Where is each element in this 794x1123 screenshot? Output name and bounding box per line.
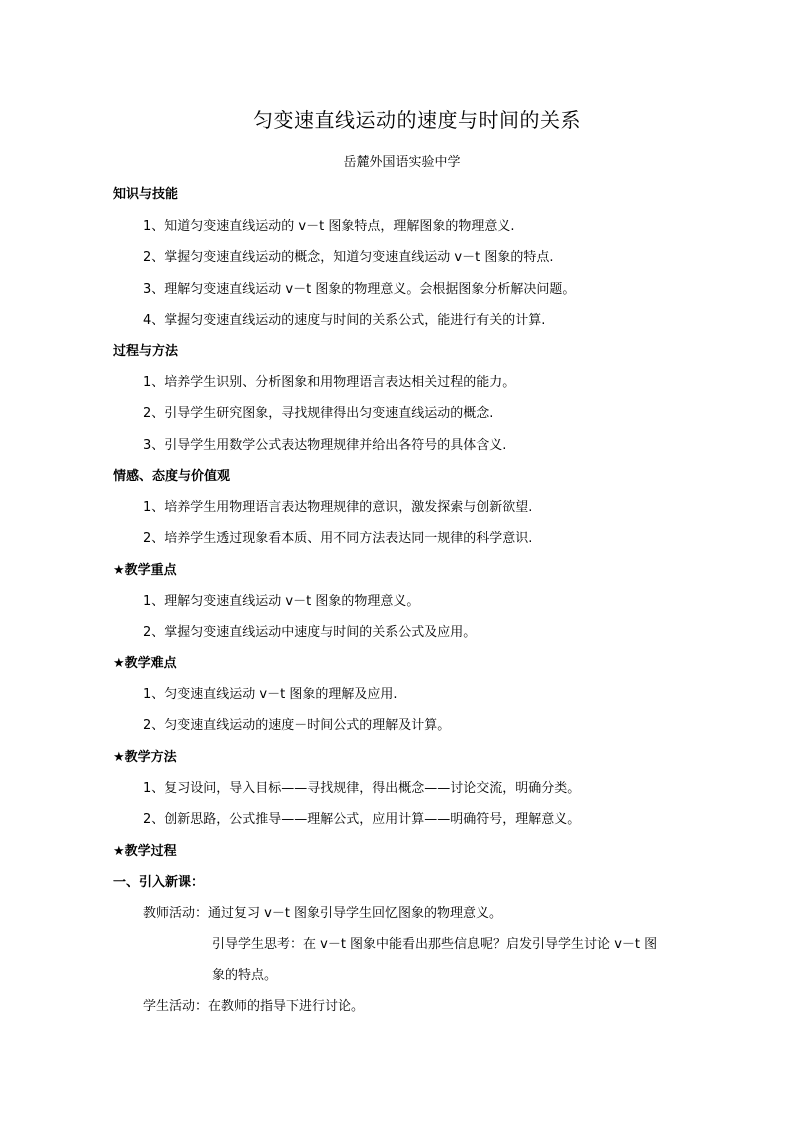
list-item: 3、引导学生用数学公式表达物理规律并给出各符号的具体含义. bbox=[143, 438, 507, 453]
school-name: 岳麓外国语实验中学 bbox=[343, 155, 461, 170]
student-activity: 学生活动：在教师的指导下进行讨论。 bbox=[143, 999, 365, 1014]
guide-question-line1: 引导学生思考：在 v－t 图象中能看出那些信息呢？启发引导学生讨论 v－t 图 bbox=[212, 937, 658, 952]
list-item: 1、复习设问，导入目标——寻找规律，得出概念——讨论交流，明确分类。 bbox=[143, 781, 581, 796]
list-item: 1、培养学生用物理语言表达物理规律的意识，激发探索与创新欲望. bbox=[143, 500, 533, 515]
list-item: 2、掌握匀变速直线运动的概念，知道匀变速直线运动 v－t 图象的特点. bbox=[143, 250, 554, 265]
section-heading-difficulties: ★教学难点 bbox=[113, 656, 177, 671]
process-heading-intro: 一、引入新课： bbox=[113, 875, 205, 890]
teacher-activity: 教师活动：通过复习 v－t 图象引导学生回忆图象的物理意义。 bbox=[143, 906, 503, 921]
section-heading-process: 过程与方法 bbox=[113, 344, 179, 359]
list-item: 1、匀变速直线运动 v－t 图象的理解及应用. bbox=[143, 687, 398, 702]
section-heading-attitude: 情感、态度与价值观 bbox=[113, 469, 231, 484]
list-item: 2、引导学生研究图象，寻找规律得出匀变速直线运动的概念. bbox=[143, 406, 494, 421]
list-item: 4、掌握匀变速直线运动的速度与时间的关系公式，能进行有关的计算. bbox=[143, 313, 546, 328]
list-item: 1、知道匀变速直线运动的 v－t 图象特点，理解图象的物理意义. bbox=[143, 219, 515, 234]
page-title: 匀变速直线运动的速度与时间的关系 bbox=[253, 108, 581, 132]
list-item: 2、培养学生透过现象看本质、用不同方法表达同一规律的科学意识. bbox=[143, 531, 533, 546]
list-item: 2、掌握匀变速直线运动中速度与时间的关系公式及应用。 bbox=[143, 625, 477, 640]
list-item: 2、匀变速直线运动的速度－时间公式的理解及计算。 bbox=[143, 718, 451, 733]
guide-question-line2: 象的特点。 bbox=[212, 968, 278, 983]
section-heading-teaching-process: ★教学过程 bbox=[113, 844, 177, 859]
list-item: 3、理解匀变速直线运动 v－t 图象的物理意义。会根据图象分析解决问题。 bbox=[143, 282, 576, 297]
section-heading-key-points: ★教学重点 bbox=[113, 563, 177, 578]
section-heading-knowledge: 知识与技能 bbox=[113, 187, 179, 202]
section-heading-methods: ★教学方法 bbox=[113, 750, 177, 765]
list-item: 1、理解匀变速直线运动 v－t 图象的物理意义。 bbox=[143, 594, 420, 609]
list-item: 1、培养学生识别、分析图象和用物理语言表达相关过程的能力。 bbox=[143, 375, 516, 390]
list-item: 2、创新思路，公式推导——理解公式，应用计算——明确符号，理解意义。 bbox=[143, 812, 581, 827]
